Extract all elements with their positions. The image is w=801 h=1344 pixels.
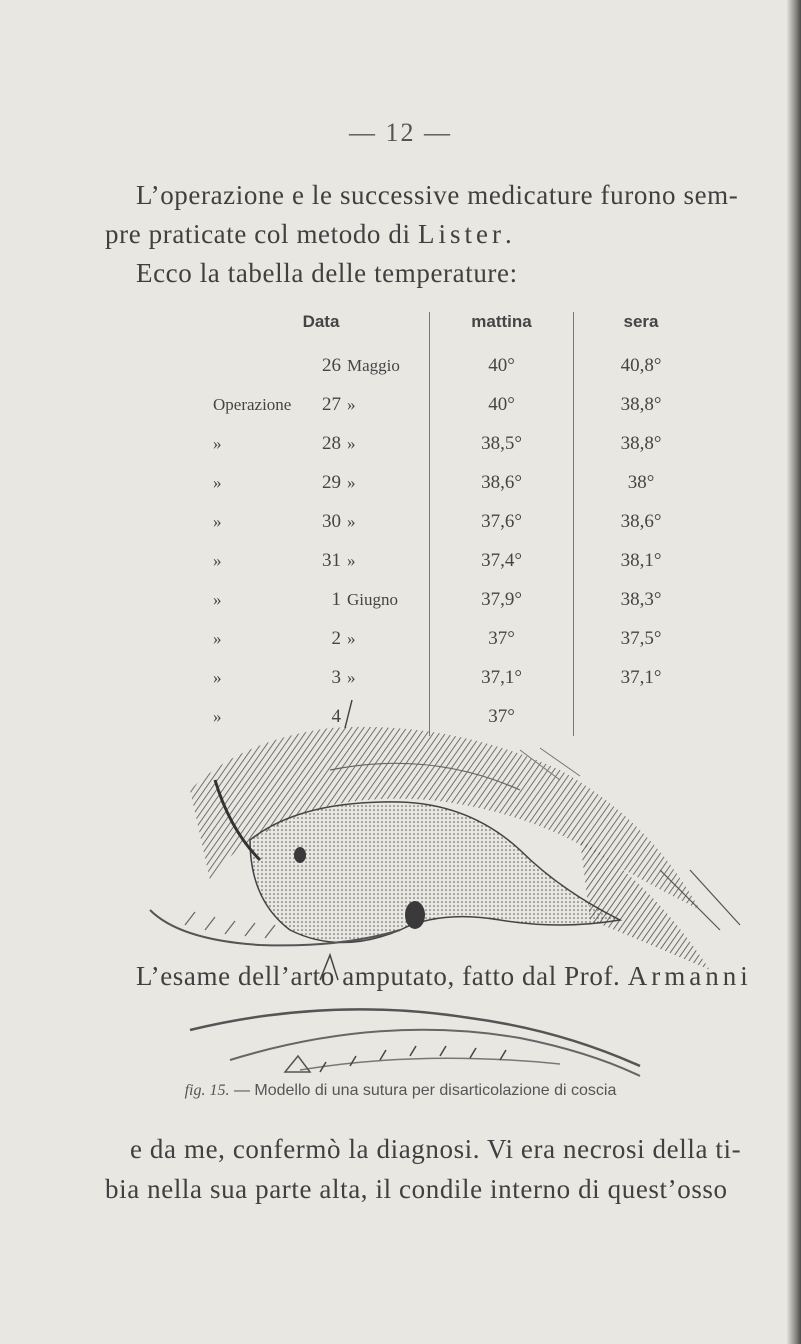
row-label: » (213, 433, 222, 453)
row-day: 2 (331, 627, 341, 649)
paragraph-1-line-2 (105, 219, 512, 250)
paragraph-2-text: L’esame dell’arto amputato, fatto dal Prof. (136, 961, 621, 991)
row-sera: 40,8° (574, 346, 709, 385)
row-mattina: 37° (430, 619, 574, 658)
row-mattina: 38,5° (430, 424, 574, 463)
paragraph-1-line-3: Ecco la tabella delle temperature: (136, 258, 518, 288)
temperature-table (213, 312, 708, 736)
row-label: » (213, 511, 222, 531)
row-label: » (213, 589, 222, 609)
paragraph-1-line-2-text: pre praticate col metodo di (105, 219, 411, 249)
row-label (213, 346, 299, 385)
figure-caption (0, 1082, 801, 1100)
table-row (213, 346, 708, 385)
header-mattina: mattina (430, 312, 574, 346)
row-mattina: 37,1° (430, 658, 574, 697)
row-mattina: 40° (430, 346, 574, 385)
paragraph-2-line (136, 961, 752, 992)
row-day: 26 (322, 354, 341, 376)
row-day: 28 (322, 432, 341, 454)
row-label: » (213, 472, 222, 492)
row-month: » (347, 628, 356, 648)
row-mattina: 37,9° (430, 580, 574, 619)
paragraph-3-line-2: bia nella sua parte alta, il condile interno di quest’osso (105, 1174, 728, 1204)
row-month: » (347, 667, 356, 687)
row-month: » (347, 433, 356, 453)
row-month: » (347, 550, 356, 570)
row-day: 30 (322, 510, 341, 532)
row-mattina: 37,6° (430, 502, 574, 541)
row-sera: 38,3° (574, 580, 709, 619)
row-mattina: 40° (430, 385, 574, 424)
row-day: 31 (322, 549, 341, 571)
figure-label: fig. 15. (184, 1082, 230, 1099)
author-name-armanni: Armanni (627, 961, 752, 991)
row-label: Operazione (213, 394, 292, 414)
row-day: 29 (322, 471, 341, 493)
row-day: 3 (331, 666, 341, 688)
author-name-lister: Lister (417, 219, 505, 249)
table-header-row (213, 312, 708, 346)
row-month: » (347, 394, 356, 414)
row-month: » (347, 472, 356, 492)
table-row (213, 619, 708, 658)
row-sera: 38,1° (574, 541, 709, 580)
row-sera: 38° (574, 463, 709, 502)
row-sera: 38,8° (574, 385, 709, 424)
row-month: Maggio (347, 355, 400, 375)
row-sera: 38,8° (574, 424, 709, 463)
row-sera: 37,1° (574, 658, 709, 697)
row-mattina: 37,4° (430, 541, 574, 580)
table-row (213, 385, 708, 424)
row-sera: 37,5° (574, 619, 709, 658)
paragraph-1-line-2-period: . (504, 219, 513, 249)
suture-model-illustration (0, 1000, 801, 1080)
row-day: 27 (322, 393, 341, 415)
table-row (213, 424, 708, 463)
row-month: » (347, 511, 356, 531)
row-label: » (213, 628, 222, 648)
page-number: — 12 — (349, 118, 452, 147)
row-day: 1 (331, 588, 341, 610)
row-sera: 38,6° (574, 502, 709, 541)
header-data: Data (302, 312, 340, 331)
header-sera: sera (574, 312, 709, 346)
suture-model-illustration-main (0, 680, 801, 1000)
table-row (213, 541, 708, 580)
row-month: Giugno (347, 589, 398, 609)
table-row (213, 580, 708, 619)
paragraph-3-line-1: e da me, confermò la diagnosi. Vi era necrosi della ti- (130, 1134, 742, 1164)
row-mattina: 37° (430, 697, 574, 736)
row-label: » (213, 706, 222, 726)
table-row (213, 463, 708, 502)
row-label: » (213, 550, 222, 570)
row-mattina: 38,6° (430, 463, 574, 502)
row-label: » (213, 667, 222, 687)
paragraph-1-line-1: L’operazione e le successive medicature furono sem- (136, 180, 739, 210)
page-edge-shadow (787, 0, 801, 1344)
row-day: 4 (331, 705, 341, 727)
table-row (213, 502, 708, 541)
figure-caption-text: — Modello di una sutura per disarticolazione di coscia (229, 1082, 617, 1099)
